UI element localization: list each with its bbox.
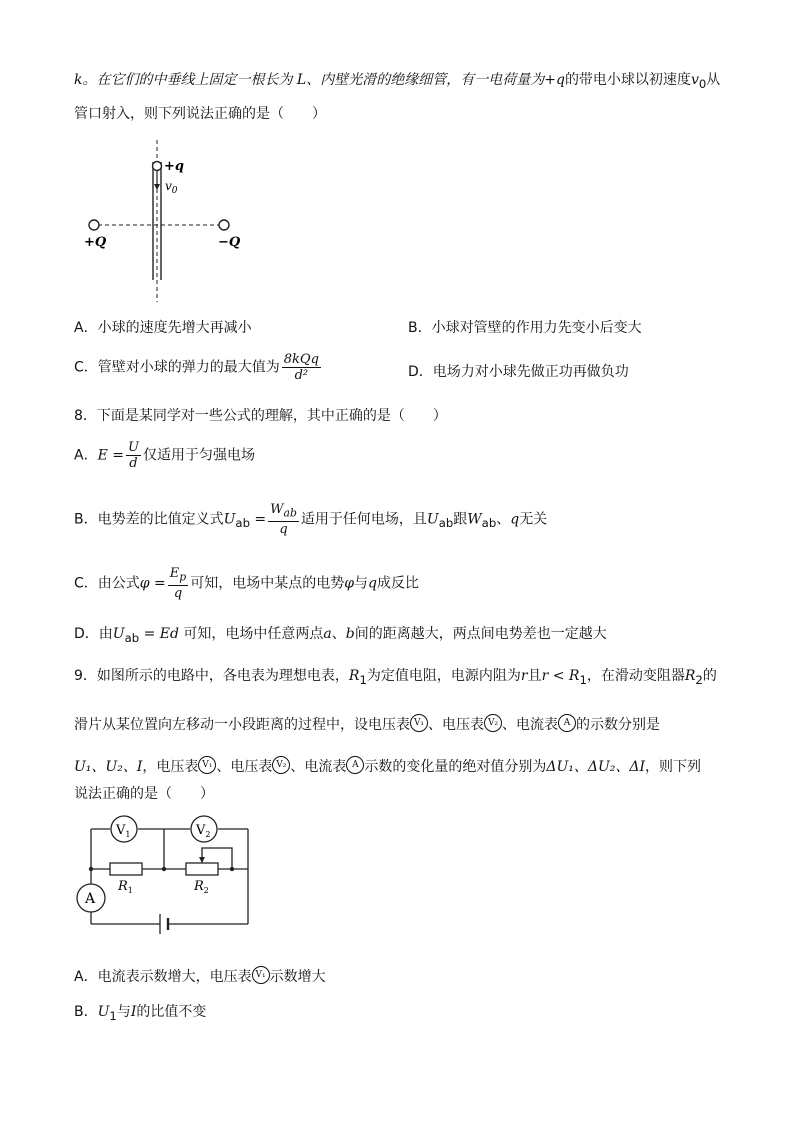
q8-d-text-1: D．由 <box>74 626 113 642</box>
q7-charge-symbol: +q <box>544 72 565 88</box>
q7-velocity-arrowhead <box>154 184 160 190</box>
q8-c-text-3: 与 <box>354 575 369 592</box>
q8-a-num: U <box>127 440 139 455</box>
q9-stem-line4: 说法正确的是（ ） <box>74 786 214 802</box>
q8-option-d <box>74 624 607 648</box>
q8-b-text-2: 适用于任何电场，且 <box>300 511 427 528</box>
q9-stem-line1 <box>74 666 717 690</box>
q7-stem-line2: 管口射入，则下列说法正确的是（ ） <box>74 106 326 122</box>
voltmeter-v2-icon: V₂ <box>484 714 502 732</box>
q9-b-text-1: B． <box>74 1004 98 1020</box>
q9-b-u: U <box>97 1004 110 1020</box>
q8-c-lhs: φ = <box>139 575 166 592</box>
q7-option-c-numerator: 8kQq <box>283 352 319 367</box>
q9-l2-text-a: 滑片从某位置向左移动一小段距离的过程中，设电压表 <box>74 717 410 733</box>
q8-c-fraction <box>168 566 188 601</box>
ammeter-icon: A <box>346 756 364 774</box>
q7-option-c-fraction <box>282 352 321 383</box>
q7-v0-sub: 0 <box>698 76 707 91</box>
q8-a-fraction <box>126 440 141 471</box>
q7-stem-line1 <box>74 70 720 94</box>
q8-stem: 8．下面是某同学对一些公式的理解，其中正确的是（ ） <box>74 408 447 424</box>
q8-b-w-sub: ab <box>481 516 497 531</box>
q9-l3-text-d: 示数的变化量的绝对值分别为 <box>364 759 547 775</box>
q9-l1-text-d: ，在滑动变阻器 <box>586 668 685 684</box>
q8-c-q: q <box>368 575 377 592</box>
ammeter-icon: A <box>558 714 576 732</box>
q7-option-a: A．小球的速度先增大再减小 <box>74 320 252 336</box>
q8-a-label: A． <box>74 447 98 464</box>
q7-fig-plus-q: +q <box>164 159 184 174</box>
q9-circuit-diagram <box>74 812 264 940</box>
q8-d-u-sub: ab <box>124 630 140 645</box>
q8-a-lhs: E = <box>97 447 124 464</box>
q8-b-u: U <box>426 511 439 528</box>
q8-d-b: b <box>345 626 355 642</box>
q8-b-num: $W_{ab}$ <box>270 502 297 520</box>
q9-l2-text-d: 的示数分别是 <box>576 717 660 733</box>
q9-l3-text-c: 、电流表 <box>290 759 347 775</box>
r2-rheostat <box>186 863 218 875</box>
q9-l1-text-a: 9．如图所示的电路中，各电表为理想电表， <box>74 668 349 684</box>
q8-b-sep: 、 <box>496 511 511 528</box>
q8-b-den: q <box>279 521 288 537</box>
q9-b-text-2: 与 <box>116 1004 131 1020</box>
q8-option-a <box>74 440 255 471</box>
q8-c-text-4: 成反比 <box>376 575 419 592</box>
q9-l1-r1-sub: 1 <box>359 672 367 687</box>
q7-option-c-text: C．管壁对小球的弹力的最大值为 <box>74 359 280 376</box>
voltmeter-v2-icon: V₂ <box>272 756 290 774</box>
q7-option-c <box>74 352 323 383</box>
q8-b-text-4: 无关 <box>519 511 548 528</box>
q9-l1-text-c: 且 <box>527 668 542 684</box>
q9-fig-r1-label: $R_1$ <box>118 879 133 895</box>
q8-a-text: 仅适用于匀强电场 <box>142 447 255 464</box>
q8-a-den: d <box>129 456 138 471</box>
q9-b-u-sub: 1 <box>109 1008 117 1023</box>
q9-a-text-2: 示数增大 <box>269 969 326 985</box>
q7-figure-tube-charges <box>82 140 252 310</box>
q9-a-text-1: A．电流表示数增大，电压表 <box>74 969 252 985</box>
q8-b-u-sub: ab <box>438 516 454 531</box>
q9-fig-a-label: A <box>85 891 96 907</box>
q8-option-c <box>74 566 419 601</box>
q9-l1-r2-sub: 2 <box>695 672 703 687</box>
q9-junction-dot-3 <box>89 867 93 871</box>
q9-l1-text-e: 的 <box>702 668 717 684</box>
q9-l1-r2: R <box>684 668 696 684</box>
q8-c-text-2: 可知，电场中某点的电势 <box>190 575 345 592</box>
q9-option-b <box>74 1002 206 1026</box>
q7-option-b: B．小球对管壁的作用力先变小后变大 <box>408 320 642 336</box>
q7-small-ball <box>153 162 162 171</box>
q9-b-text-3: 的比值不变 <box>136 1004 207 1020</box>
q9-l1-r1: R <box>348 668 360 684</box>
q9-option-a <box>74 966 326 987</box>
q8-c-text-1: C．由公式 <box>74 575 140 592</box>
q8-d-a: a <box>323 626 332 642</box>
q7-charge-plus-Q <box>89 220 99 230</box>
q9-l3-text-a: ，电压表 <box>142 759 199 775</box>
q9-fig-r2-label: $R_2$ <box>194 879 209 895</box>
q9-l3-values: U₁、U₂、I <box>74 759 143 775</box>
r2-slider-arrow-icon <box>199 857 205 863</box>
q9-junction-dot-1 <box>162 867 166 871</box>
q8-b-fraction <box>268 502 299 537</box>
q9-stem-line2 <box>74 714 660 735</box>
q9-l3-deltas: ΔU₁、ΔU₂、ΔI <box>546 759 646 775</box>
q7-option-c-denominator: d² <box>294 368 309 383</box>
q7-charge-minus-Q <box>219 220 229 230</box>
q8-b-w: W <box>467 511 482 528</box>
q7-stem-text-c: 从 <box>706 72 721 88</box>
q7-fig-minus-Q: −Q <box>218 235 241 250</box>
q7-fig-plus-Q: +Q <box>84 235 107 250</box>
q8-b-lhs-sub: ab <box>235 516 250 531</box>
q8-c-phi: φ <box>344 575 355 592</box>
q9-l2-text-b: 、电压表 <box>428 717 484 733</box>
q9-fig-v2-label: $V_2$ <box>196 823 211 839</box>
r1-resistor <box>110 863 142 875</box>
q9-l1-ineq: r < R <box>541 668 580 684</box>
q8-b-text-1: B．电势差的比值定义式 <box>74 511 224 528</box>
r2-slider-wire <box>202 848 232 869</box>
voltmeter-v1-icon: V₁ <box>252 966 270 984</box>
q8-d-text-2: 可知，电场中任意两点 <box>183 626 324 642</box>
q8-d-sep: 、 <box>331 626 346 642</box>
q9-stem-line3 <box>74 756 701 777</box>
q7-fig-v0: $v_0$ <box>165 179 178 196</box>
q7-v0-symbol: v <box>690 72 699 88</box>
q8-b-q: q <box>510 511 520 528</box>
voltmeter-v1-icon: V₁ <box>410 714 428 732</box>
q9-b-i: I <box>130 1004 137 1020</box>
q9-l2-text-c: 、电流表 <box>502 717 558 733</box>
q8-b-eq: = <box>254 511 267 528</box>
q9-l3-text-b: 、电压表 <box>216 759 273 775</box>
q7-option-d: D．电场力对小球先做正功再做负功 <box>408 364 629 380</box>
q8-b-lhs: U <box>223 511 236 528</box>
q8-c-den: q <box>173 585 183 601</box>
q8-c-num: $E_p$ <box>169 566 187 584</box>
q8-d-text-3: 间的距离越大，两点间电势差也一定越大 <box>354 626 607 642</box>
q9-fig-v1-label: $V_1$ <box>116 823 131 839</box>
q7-k: k。在它们的中垂线上固定一根长为 L、内壁光滑的绝缘细管，有一电荷量为 <box>74 72 545 88</box>
q8-d-u: U <box>112 626 125 642</box>
q8-option-b <box>74 502 547 537</box>
q9-l3-text-e: ，则下列 <box>645 759 702 775</box>
voltmeter-v1-icon: V₁ <box>198 756 216 774</box>
q9-l1-r: r <box>520 668 528 684</box>
q9-l1-text-b: 为定值电阻，电源内阻为 <box>366 668 521 684</box>
q9-l1-ineq-sub: 1 <box>579 672 587 687</box>
q8-b-text-3: 跟 <box>453 511 468 528</box>
q9-junction-dot-2 <box>230 867 234 871</box>
q8-d-eq: = Ed <box>143 626 179 642</box>
q7-stem-text-b: 的带电小球以初速度 <box>564 72 691 88</box>
